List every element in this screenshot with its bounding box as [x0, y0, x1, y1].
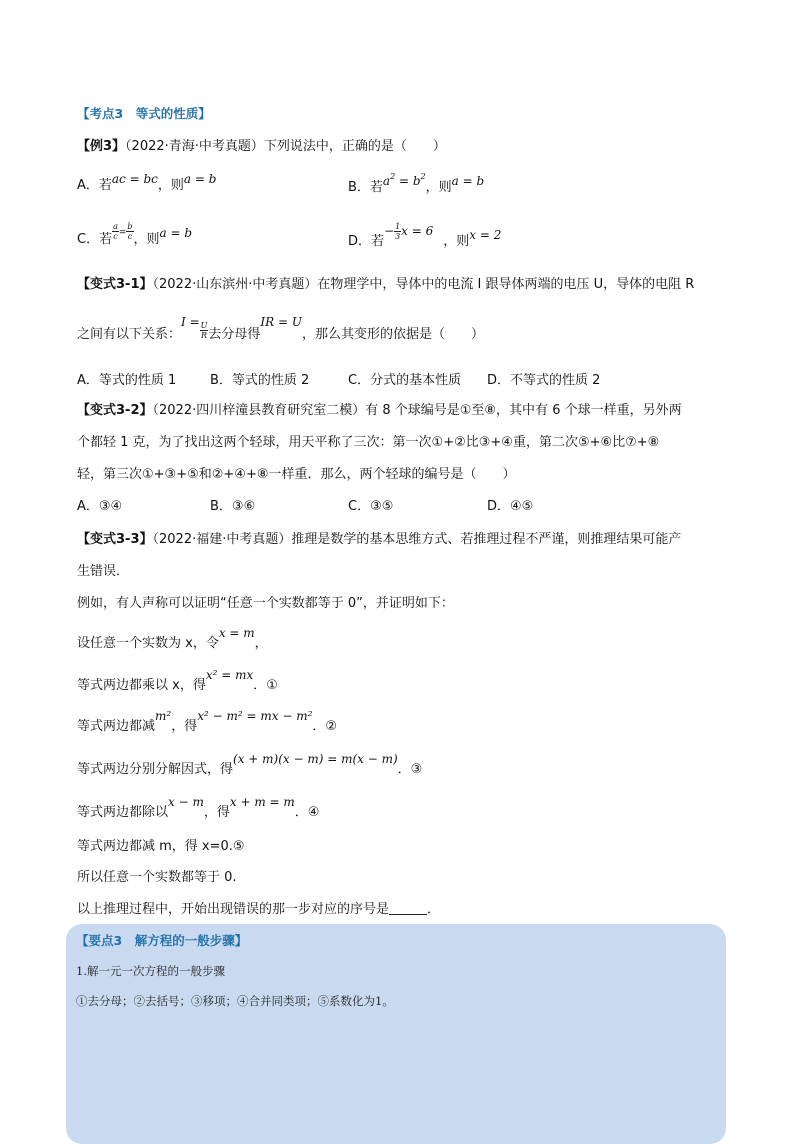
- option-a-result: a = b: [183, 172, 217, 186]
- answer-blank[interactable]: [389, 902, 427, 915]
- question-text: 以上推理过程中，开始出现错误的那一步对应的序号是: [77, 902, 390, 917]
- option-c-prefix: C．若: [77, 232, 113, 247]
- step-5-math1: x − m: [168, 795, 204, 809]
- variant-3-3-question: [77, 898, 440, 917]
- step-3-math1: m²: [155, 709, 172, 723]
- key-point-line1: 1.解一元一次方程的一般步骤: [76, 964, 225, 978]
- example-3-source: （2022·青海·中考真题）下列说法中，正确的是（ ）: [125, 139, 446, 154]
- variant-3-1-option-d: D．不等式的性质 2: [487, 373, 601, 388]
- option-d-frac-num: 1: [395, 222, 401, 231]
- variant-3-1-option-a: A．等式的性质 1: [77, 373, 177, 388]
- option-a-prefix: A．若: [77, 178, 112, 193]
- formula-den-r: R: [200, 331, 208, 340]
- variant-3-2-option-a: A．③④: [77, 499, 123, 514]
- variant-3-3-text1: （2022·福建·中考真题）推理是数学的基本思维方式、若推理过程不严谨，则推理结果可能产: [152, 532, 682, 547]
- proof-step-4: [77, 752, 422, 777]
- option-b-exp-2: 2: [420, 172, 426, 181]
- step-3-math2: x² − m² = mx − m²: [197, 709, 313, 723]
- option-b-base-a: a: [382, 174, 391, 188]
- step-5-mid: ，得: [203, 805, 230, 820]
- variant-3-1-text2-post: ，那么其变形的依据是（ ）: [301, 327, 484, 342]
- variant-3-1-option-b: B．等式的性质 2: [210, 373, 310, 388]
- proof-step-1: [77, 626, 268, 651]
- option-b-then: ，则: [425, 180, 452, 195]
- example-3-option-a: [77, 172, 216, 193]
- variant-3-2-option-b: B．③⑥: [210, 499, 256, 514]
- variant-3-2-label: 【变式3-2】: [77, 403, 153, 418]
- option-b-exp-1: 2: [390, 172, 396, 181]
- section-heading-kaodian-3: 【考点3 等式的性质】: [77, 106, 211, 121]
- formula-num-u: U: [200, 321, 208, 330]
- variant-3-2-option-d: D．④⑤: [487, 499, 534, 514]
- variant-3-2-line3: 轻，第三次①+③+⑤和②+④+⑧一样重．那么，两个轻球的编号是（ ）: [77, 467, 516, 482]
- key-point-line2: ①去分母；②去括号；③移项；④合并同类项；⑤系数化为1。: [76, 994, 394, 1008]
- variant-3-2-option-c: C．③⑤: [348, 499, 394, 514]
- step-4-math: (x + m)(x − m) = m(x − m): [233, 752, 398, 766]
- variant-3-3-line1: [77, 528, 681, 547]
- key-point-panel: [66, 924, 726, 1144]
- option-b-result: a = b: [451, 174, 485, 188]
- step-2-text: 等式两边都乘以 x，得: [77, 678, 206, 693]
- option-a-then: ，则: [157, 178, 184, 193]
- option-c-frac1-den: c: [113, 232, 118, 241]
- option-c-frac2-den: c: [127, 232, 133, 241]
- option-d-frac-den: 3: [395, 232, 401, 241]
- step-3-text: 等式两边都减: [77, 719, 156, 734]
- example-3-option-b: [348, 172, 484, 195]
- step-1-post: ，: [254, 636, 268, 651]
- step-5-post: ．④: [294, 805, 320, 820]
- variant-3-1-mid: 去分母得: [208, 327, 261, 342]
- example-3-option-c: [77, 222, 192, 247]
- question-end: ．: [427, 902, 441, 917]
- variant-3-2-text1: （2022·四川梓潼县教育研究室二模）有 8 个球编号是①至⑧，其中有 6 个球一样重，另外两: [152, 403, 682, 418]
- option-c-eq: =: [118, 228, 127, 238]
- option-d-prefix: D．若: [348, 234, 385, 249]
- option-c-frac1-num: a: [113, 222, 118, 231]
- example-3-question: [77, 135, 446, 154]
- key-point-heading: 【要点3 解方程的一般步骤】: [76, 933, 248, 948]
- step-1-text: 设任意一个实数为 x，令: [77, 636, 219, 651]
- variant-3-1-label: 【变式3-1】: [77, 277, 153, 292]
- proof-step-6: 等式两边都减 m，得 x=0.⑤: [77, 839, 245, 854]
- option-c-frac2-num: b: [127, 222, 133, 231]
- formula-ir-equals-u: IR = U: [260, 315, 302, 329]
- proof-step-3: [77, 709, 337, 734]
- step-2-math: x² = mx: [205, 668, 254, 682]
- step-3-mid: ，得: [171, 719, 198, 734]
- step-3-post: ．②: [312, 719, 338, 734]
- variant-3-3-label: 【变式3-3】: [77, 532, 153, 547]
- option-c-result: a = b: [159, 226, 193, 240]
- variant-3-3-intro: 例如，有人声称可以证明“任意一个实数都等于 0”，并证明如下：: [77, 596, 454, 611]
- proof-conclusion: 所以任意一个实数都等于 0.: [77, 870, 237, 885]
- proof-step-5: [77, 795, 319, 820]
- step-5-math2: x + m = m: [229, 795, 295, 809]
- variant-3-1-text2-pre: 之间有以下关系：: [77, 327, 182, 342]
- option-c-then: ，则: [133, 232, 160, 247]
- option-a-condition: ac = bc: [111, 172, 158, 186]
- variant-3-2-line2: 个都轻 1 克，为了找出这两个轻球，用天平称了三次：第一次①+②比③+④重，第二次⑤+⑥比⑦+⑧: [77, 435, 660, 450]
- option-d-rest: x = 6: [401, 224, 434, 238]
- step-4-text: 等式两边分别分解因式，得: [77, 762, 234, 777]
- variant-3-3-line2: 生错误．: [77, 564, 130, 579]
- option-b-prefix: B．若: [348, 180, 383, 195]
- option-d-then: ，则: [443, 234, 470, 249]
- variant-3-1-option-c: C．分式的基本性质: [348, 373, 462, 388]
- step-1-math: x = m: [218, 626, 255, 640]
- option-d-result: x = 2: [469, 228, 502, 242]
- variant-3-1-line1: [77, 273, 694, 292]
- step-5-text: 等式两边都除以: [77, 805, 169, 820]
- variant-3-1-text1: （2022·山东滨州·中考真题）在物理学中，导体中的电流 I 跟导体两端的电压 U，导体的电阻 R: [152, 277, 695, 292]
- example-3-label: 【例3】: [77, 139, 126, 154]
- variant-3-2-line1: [77, 399, 682, 418]
- step-4-post: ．③: [397, 762, 423, 777]
- formula-i-equals: I =: [181, 315, 200, 329]
- variant-3-1-line2: [77, 315, 484, 342]
- option-d-neg: −: [384, 224, 395, 238]
- step-2-post: ．①: [253, 678, 278, 693]
- proof-step-2: [77, 668, 278, 693]
- option-b-eq: = b: [395, 174, 421, 188]
- example-3-option-d: [348, 222, 501, 249]
